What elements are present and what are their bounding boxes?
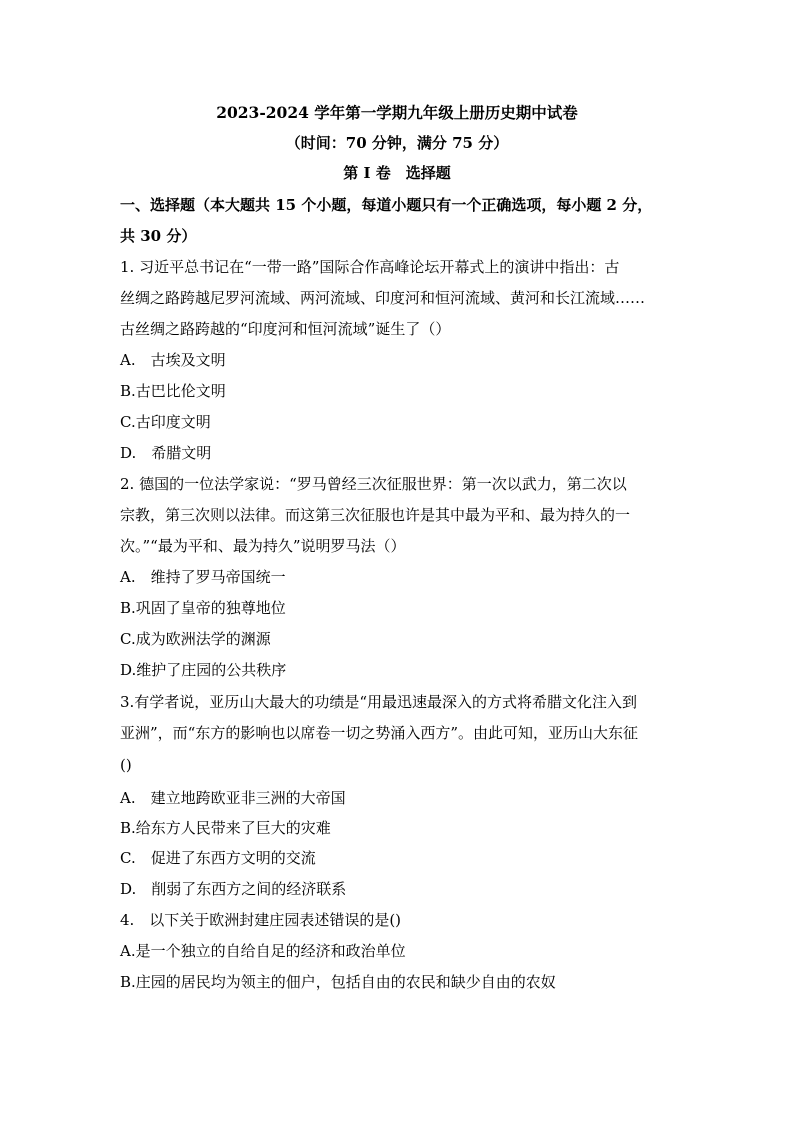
- exam-title: 2023-2024 学年第一学期九年级上册历史期中试卷: [216, 103, 578, 122]
- part-heading-line-1: 一、选择题（本大题共 15 个小题，每道小题只有一个正确选项，每小题 2 分，: [120, 196, 653, 214]
- q3-option-c: C. 促进了东西方文明的交流: [120, 849, 316, 867]
- q4-option-a: A.是一个独立的自给自足的经济和政治单位: [120, 942, 406, 960]
- q4-stem-line-1: 4. 以下关于欧洲封建庄园表述错误的是(): [120, 911, 402, 929]
- q2-option-a: A. 维持了罗马帝国统一: [120, 568, 286, 586]
- q1-option-d: D. 希腊文明: [120, 444, 212, 462]
- q1-option-a: A. 古埃及文明: [120, 351, 226, 369]
- section-heading: 第 I 卷 选择题: [343, 164, 451, 182]
- q3-stem-line-1: 3.有学者说，亚历山大最大的功绩是“用最迅速最深入的方式将希腊文化注入到: [120, 693, 637, 711]
- q1-stem-line-1: 1. 习近平总书记在“一带一路”国际合作高峰论坛开幕式上的演讲中指出：古: [120, 258, 620, 276]
- q2-stem-line-3: 次。”“最为平和、最为持久”说明罗马法（）: [120, 537, 406, 555]
- q4-option-b: B.庄园的居民均为领主的佃户，包括自由的农民和缺少自由的农奴: [120, 973, 556, 991]
- q3-option-d: D. 削弱了东西方之间的经济联系: [120, 880, 347, 898]
- q3-option-b: B.给东方人民带来了巨大的灾难: [120, 819, 331, 837]
- q2-option-d: D.维护了庄园的公共秩序: [120, 661, 287, 679]
- q2-stem-line-2: 宗教，第三次则以法律。而这第三次征服也许是其中最为平和、最为持久的一: [120, 506, 631, 524]
- q2-option-b: B.巩固了皇帝的独尊地位: [120, 599, 286, 617]
- part-heading-line-2: 共 30 分）: [120, 227, 197, 245]
- q1-stem-line-2: 丝绸之路跨越尼罗河流域、两河流域、印度河和恒河流域、黄河和长江流域……: [120, 289, 646, 307]
- q1-option-b: B.古巴比伦文明: [120, 382, 226, 400]
- q3-option-a: A. 建立地跨欧亚非三洲的大帝国: [120, 789, 346, 807]
- q3-stem-line-3: (): [120, 756, 132, 774]
- q2-option-c: C.成为欧洲法学的渊源: [120, 630, 271, 648]
- q3-stem-line-2: 亚洲”，而“东方的影响也以席卷一切之势涌入西方”。由此可知，亚历山大东征: [120, 724, 639, 742]
- q2-stem-line-1: 2. 德国的一位法学家说：“罗马曾经三次征服世界：第一次以武力，第二次以: [120, 475, 627, 493]
- exam-subtitle: （时间：70 分钟，满分 75 分）: [285, 134, 509, 152]
- q1-option-c: C.古印度文明: [120, 413, 211, 431]
- q1-stem-line-3: 古丝绸之路跨越的“印度河和恒河流域”诞生了（）: [120, 320, 451, 338]
